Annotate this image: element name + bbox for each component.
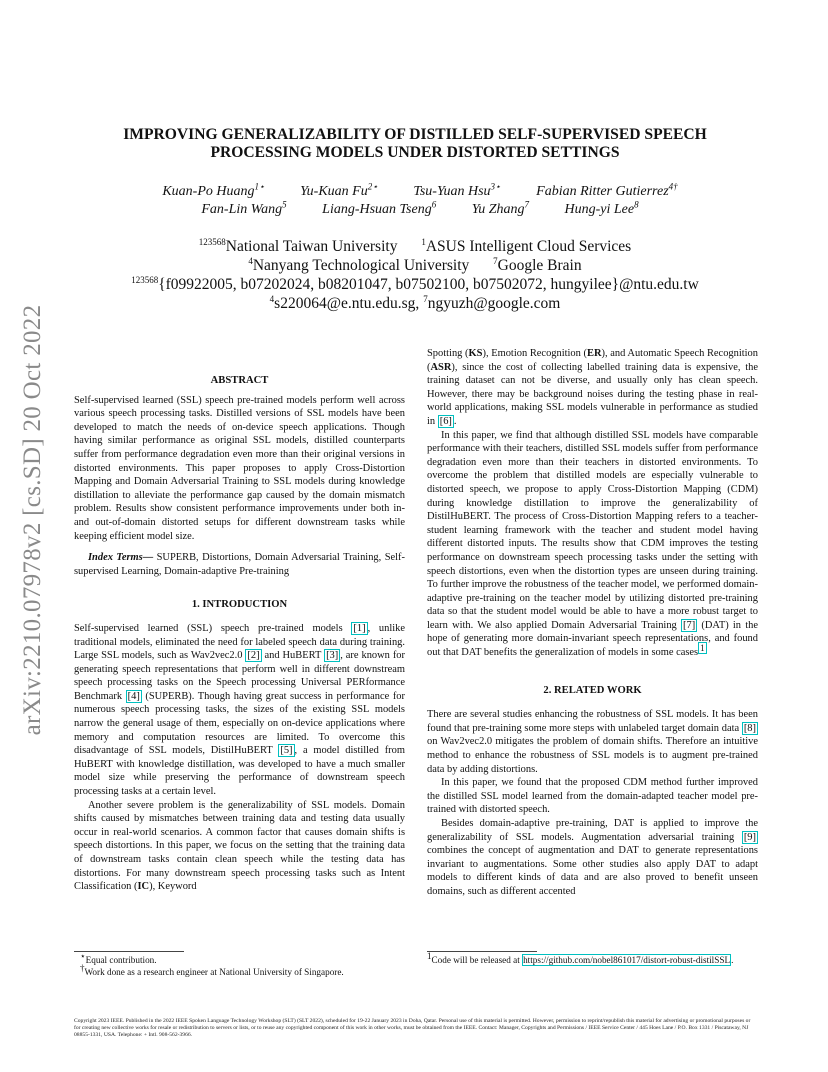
citation-link[interactable]: [4] [127, 690, 140, 702]
citation-link[interactable]: [1] [353, 622, 366, 634]
email-line-1: $^{123568}${f09922005, b07202024, b08201047, b07502100, b07502072, hungyilee}@ntu.edu.tw [131, 274, 699, 293]
arxiv-identifier: arXiv:2210.07978v2 [cs.SD] 20 Oct 2022 [19, 304, 46, 736]
affiliation-ntu-sg: $^4$Nanyang Technological University [248, 255, 470, 274]
citation-link[interactable]: [3] [326, 650, 339, 662]
title-line-1: IMPROVING GENERALIZABILITY OF DISTILLED SELF-SUPERVISED SPEECH [123, 126, 707, 143]
author: Yu-Kuan $Fu^{2⋆}$ [300, 181, 378, 199]
related-paragraph-2: In this paper, we found that the proposed CDM method further improved the distilled SSL model learned from the domain-adapted teacher model pre-trained with distorted speech. [427, 777, 758, 816]
footnote-code: $^1$Code will be released at https://github.com/nobel861017/distort-robust-distilSSL. [427, 950, 734, 965]
related-work-heading: 2. RELATED WORK [543, 684, 642, 696]
citation-link[interactable]: [8] [743, 722, 756, 734]
left-column [74, 374, 405, 894]
email-line-2: $^4$s220064@e.ntu.edu.sg, $^7$ngyuzh@google.com [269, 293, 561, 312]
footnotes-left [80, 950, 410, 978]
footnote-rule [74, 951, 184, 952]
citation-link[interactable]: [9] [743, 831, 756, 843]
author: Liang-Hsuan Tseng$^6$ [322, 199, 437, 217]
code-url-link[interactable]: https://github.com/nobel861017/distort-robust-distilSSL [523, 955, 731, 965]
right-column [427, 347, 758, 899]
footnote-work: †Work done as a research engineer at National University of Singapore. [80, 962, 344, 977]
citation-link[interactable]: [5] [280, 745, 293, 757]
footnote-link[interactable]: 1 [700, 642, 705, 653]
author: Hung-yi Lee$^8$ [564, 199, 639, 217]
intro-heading: 1. INTRODUCTION [191, 599, 288, 611]
title-line-2: PROCESSING MODELS UNDER DISTORTED SETTINGS [210, 144, 620, 161]
related-paragraph-1: There are several studies enhancing the robustness of SSL models. It has been found that pre-training some more steps with unlabeled target domain data [8] on Wav2vec2.0 mitigates the problem of domain shifts. Therefore an intuitive method to enhance the robustness of SSL models is to augment pre-trained data by adding distortions. [427, 709, 758, 775]
paper-title [90, 126, 740, 162]
related-paragraph-3: Besides domain-adaptive pre-training, DAT is applied to improve the generalizability of SSL models. Augmentation adversarial training [9] combines the concept of augmentation and DAT to generate representations invariant to augmentations. Some other studies also apply DAT to adapt models to different kinds of data and are also proved to benefit unseen domains, such as different accented [427, 818, 758, 897]
intro-paragraph-3: In this paper, we find that although distilled SSL models have comparable performance with their teachers, distilled SSL models suffer from performance degradation even more than their teachers in distorted environments. To overcome the problem that distilled models are especially vulnerable to distorted speech, we propose to apply Cross-Distortion Mapping (CDM) during knowledge distillation to improve the generalizability of DistilHuBERT. The process of Cross-Distortion Mapping refers to a teacher-student learning framework with the teacher and student model having different distorted inputs. The results show that CDM improves the testing performance on downstream speech processing tasks under the setting with speech distortions, even when the distortion types are unseen during training. To further improve the robustness of the teacher model, we performed domain-adaptive pre-training on the teacher model by utilizing distorted pre-training data so that the student model would be able to have a more robust target to learn with. We also applied Domain Adversarial Training [7] (DAT) in the hope of generating more domain-invariant speech representations, and found out that DAT benefits the generalization of models in some cases $^1$ [427, 429, 759, 659]
index-terms: Index Terms— SUPERB, Distortions, Domain Adversarial Training, Self-supervised Learning, Domain-adaptive Pre-training [74, 552, 406, 577]
affiliation-google: $^7$Google Brain [493, 255, 582, 274]
copyright-notice: Copyright 2023 IEEE. Published in the 2022 IEEE Spoken Language Technology Workshop (SLT) (SLT 2022), scheduled for 19-22 January 2023 in Doha, Qatar. Personal use of this material is permitted. However, permission to reprint/republish this material for advertising or promotional purposes or for creating new collective works for resale or redistribution to servers or lists, or to reuse any copyrighted component of this work in other works, must be obtained from the IEEE. Contact: Manager, Copyrights and Permissions / IEEE Service Center / 445 Hoes Lane / P.O. Box 1331 / Piscataway, NJ 08855-1331, USA. Telephone: + Intl. 908-562-3966. [74, 1018, 751, 1039]
abstract-text: Self-supervised learned (SSL) speech pre-trained models perform well across various speech processing tasks. Distilled versions of SSL models have been developed to match the needs of on-device speech applications. Though having similar performance as original SSL models, distilled counterparts suffer from performance degradation even more than their original versions in distorted environments. This paper proposes to apply Cross-Distortion Mapping and Domain Adversarial Training to SSL models during knowledge distillation to alleviate the performance gap caused by the domain mismatch problem. Results show consistent performance improvements under both in- and out-of-domain distorted setups for different downstream tasks while keeping efficient model size. [74, 394, 405, 542]
affiliation-ntu: $^{123568}$National Taiwan University [198, 236, 398, 255]
footnote-equal: ⋆Equal contribution. [80, 950, 157, 965]
author: Tsu-Yuan Hsu$^{3⋆}$ [413, 181, 501, 199]
author: Fan-Lin Wang$^5$ [201, 199, 287, 217]
intro-paragraph-1: Self-supervised learned (SSL) speech pre-trained models [1] , unlike traditional models, eliminated the need for labeled speech data during training. Large SSL models, such as Wav2vec2.0 [2] and HuBERT [3] , are known for generating speech representations that perform well in different downstream speech processing tasks on the Speech processing Universal PERformance Benchmark [4] (SUPERB). Though having great success in performance for numerous speech processing tasks, the sizes of the existing SSL models narrow the general usage of them, especially on on-device applications where memory and computation resources are limited. To overcome this disadvantage of SSL models, DistilHuBERT [5] , a model distilled from HuBERT with knowledge distillation, was developed to have a much smaller model size while preserving the performance of downstream speech processing tasks at a certain level. [74, 622, 406, 798]
author: Fabian Ritter Gutierrez$^{4\dagger}$ [536, 181, 678, 199]
affiliation-asus: $^1$ASUS Intelligent Cloud Services [421, 236, 632, 255]
author-list [80, 183, 760, 219]
author: Yu Zhang$^7$ [471, 199, 530, 217]
citation-link[interactable]: [7] [683, 619, 696, 631]
arxiv-sidebar [8, 300, 58, 740]
abstract-heading: ABSTRACT [210, 375, 269, 386]
intro-paragraph-2: Another severe problem is the generalizability of SSL models. Domain shifts caused by mismatches between training data and testing data usually occur in real-world scenarios. A common factor that causes domain shifts is speech distortions. In this paper, we focus on the setting that the training data of downstream tasks contain clean speech while the testing data has distortions. For many downstream speech processing tasks such as Intent Classification (IC), Keyword [74, 799, 405, 893]
footnote-rule-right [427, 951, 537, 952]
citation-link[interactable]: [6] [439, 415, 452, 427]
citation-link[interactable]: [2] [247, 650, 260, 662]
intro-paragraph-2-continued: Spotting (KS), Emotion Recognition (ER), and Automatic Speech Recognition (ASR), since the cost of collecting labelled training data is expensive, the training dataset can not be diverse, and usually only has clean speech. However, there may be background noises during the testing phase in real-world applications, making SSL models vulnerable in performance as studied in [6] . [427, 348, 758, 427]
affiliations [70, 237, 760, 313]
author: Kuan-Po Huang$^{1⋆}$ [162, 181, 265, 199]
